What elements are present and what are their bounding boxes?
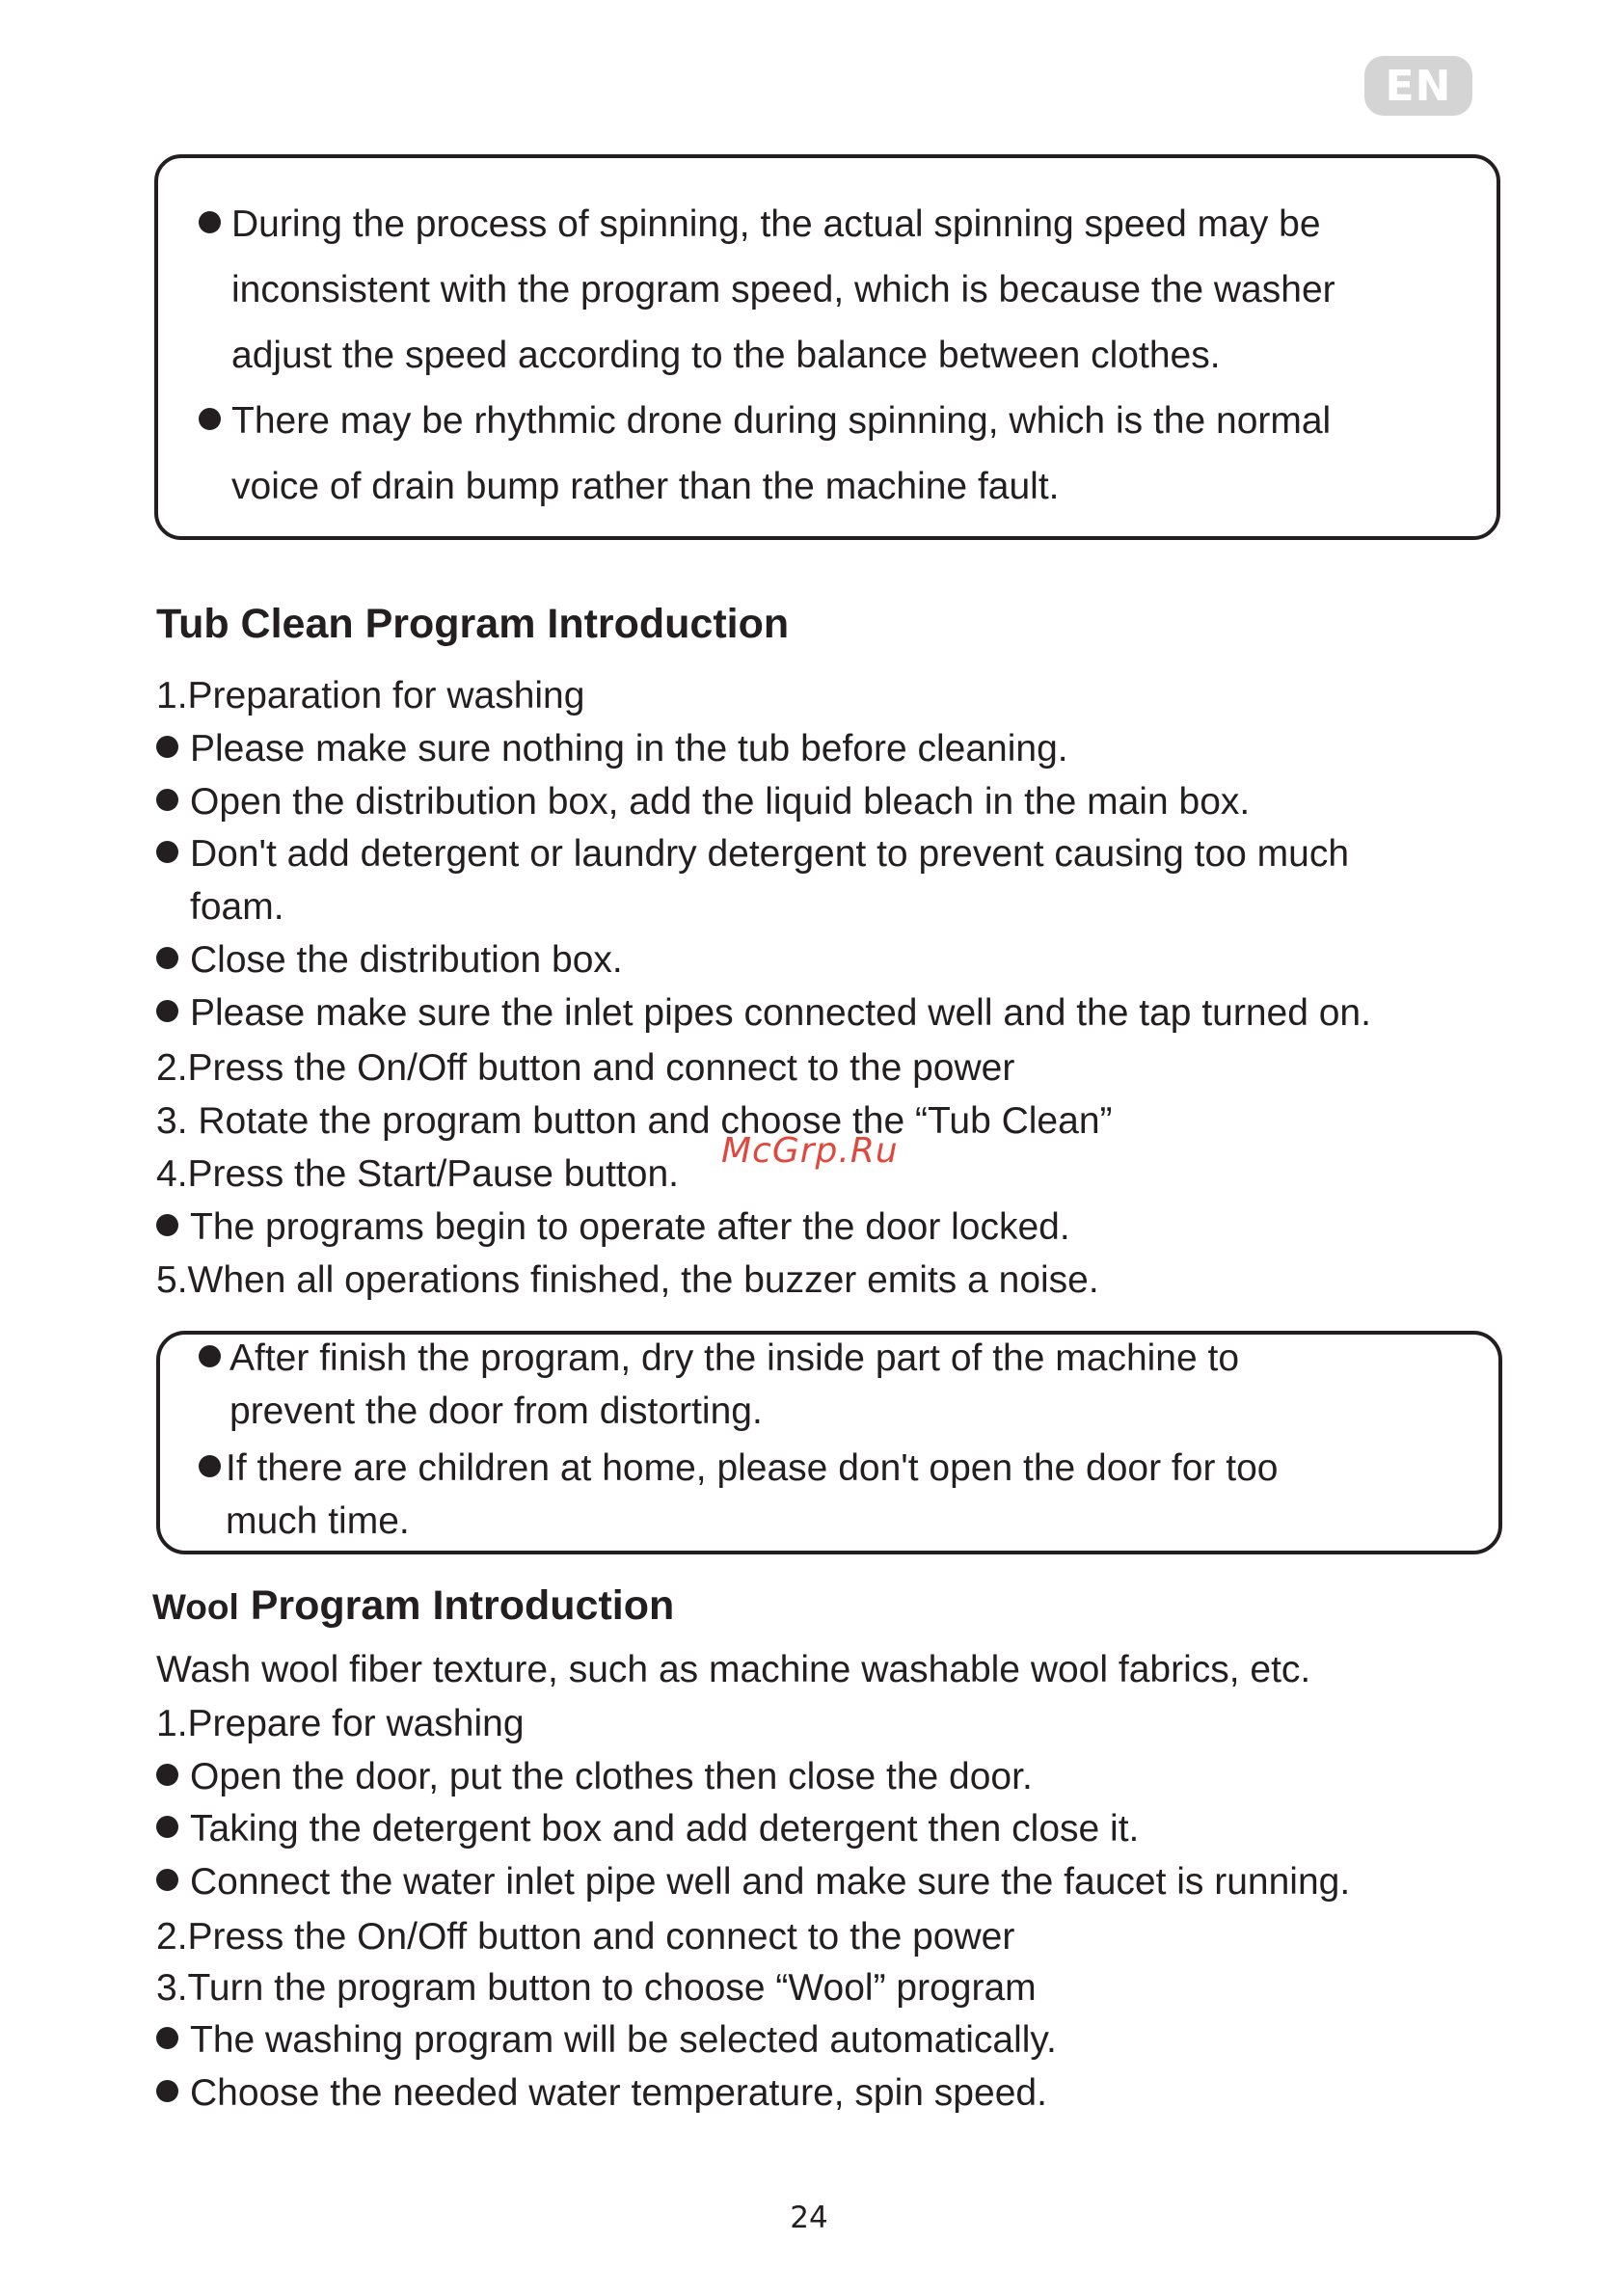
note-line: much time. bbox=[226, 1500, 410, 1542]
bullet-icon bbox=[199, 211, 221, 233]
bullet-line: Close the distribution box. bbox=[190, 939, 623, 981]
bullet-line: Open the door, put the clothes then close the door. bbox=[190, 1756, 1033, 1797]
step-line: 2.Press the On/Off button and connect to the power bbox=[156, 1047, 1015, 1089]
bullet-line: The washing program will be selected automatically. bbox=[190, 2019, 1057, 2061]
bullet-icon bbox=[199, 1455, 221, 1477]
step-line: 1.Prepare for washing bbox=[156, 1703, 525, 1744]
note-line: adjust the speed according to the balance between clothes. bbox=[231, 335, 1221, 376]
note-line: prevent the door from distorting. bbox=[229, 1391, 763, 1432]
wool-heading-prefix: Wool bbox=[152, 1587, 239, 1627]
bullet-line: The programs begin to operate after the door locked. bbox=[190, 1206, 1070, 1248]
bullet-icon bbox=[156, 841, 178, 863]
bullet-line: Open the distribution box, add the liquid bleach in the main box. bbox=[190, 781, 1251, 823]
bullet-icon bbox=[156, 1764, 178, 1786]
bullet-icon bbox=[156, 1869, 178, 1891]
bullet-line: Choose the needed water temperature, spin speed. bbox=[190, 2072, 1047, 2114]
bullet-line-continued: foam. bbox=[190, 886, 284, 928]
bullet-icon bbox=[199, 1345, 221, 1367]
step-line: 4.Press the Start/Pause button. bbox=[156, 1153, 679, 1195]
step-line: 3. Rotate the program button and choose the “Tub Clean” bbox=[156, 1100, 1113, 1142]
bullet-icon bbox=[156, 2080, 178, 2102]
bullet-line: Please make sure nothing in the tub before cleaning. bbox=[190, 728, 1068, 770]
step-line: 1.Preparation for washing bbox=[156, 675, 585, 716]
bullet-icon bbox=[156, 2027, 178, 2049]
step-line: 2.Press the On/Off button and connect to the power bbox=[156, 1916, 1015, 1958]
bullet-icon bbox=[199, 408, 221, 430]
note-line: During the process of spinning, the actual spinning speed may be bbox=[231, 203, 1321, 245]
note-line: If there are children at home, please don't open the door for too bbox=[226, 1447, 1279, 1489]
bullet-icon bbox=[156, 1214, 178, 1236]
note-line: inconsistent with the program speed, which is because the washer bbox=[231, 269, 1335, 311]
wool-heading-rest: Program Introduction bbox=[250, 1582, 675, 1629]
watermark: McGrp.Ru bbox=[721, 1131, 899, 1171]
bullet-line: Taking the detergent box and add detergent then close it. bbox=[190, 1808, 1140, 1850]
step-line: 5.When all operations finished, the buzzer emits a noise. bbox=[156, 1259, 1099, 1301]
bullet-icon bbox=[156, 789, 178, 811]
bullet-icon bbox=[156, 1000, 178, 1022]
note-line: There may be rhythmic drone during spinning, which is the normal bbox=[231, 400, 1332, 442]
intro-line: Wash wool fiber texture, such as machine washable wool fabrics, etc. bbox=[156, 1649, 1311, 1690]
bullet-icon bbox=[156, 1816, 178, 1838]
note-line: voice of drain bump rather than the machine fault. bbox=[231, 466, 1060, 507]
bullet-line: Please make sure the inlet pipes connected well and the tap turned on. bbox=[190, 992, 1371, 1034]
note-line: After finish the program, dry the inside part of the machine to bbox=[229, 1337, 1240, 1379]
language-badge: EN bbox=[1364, 56, 1472, 116]
page-number: 24 bbox=[790, 2201, 828, 2235]
wool-heading bbox=[152, 1582, 674, 1630]
bullet-icon bbox=[156, 736, 178, 758]
tub-clean-heading: Tub Clean Program Introduction bbox=[156, 601, 790, 647]
bullet-line: Don't add detergent or laundry detergent to prevent causing too much bbox=[190, 833, 1350, 875]
bullet-line: Connect the water inlet pipe well and make sure the faucet is running. bbox=[190, 1861, 1351, 1903]
step-line: 3.Turn the program button to choose “Wool” program bbox=[156, 1967, 1037, 2009]
bullet-icon bbox=[156, 947, 178, 969]
